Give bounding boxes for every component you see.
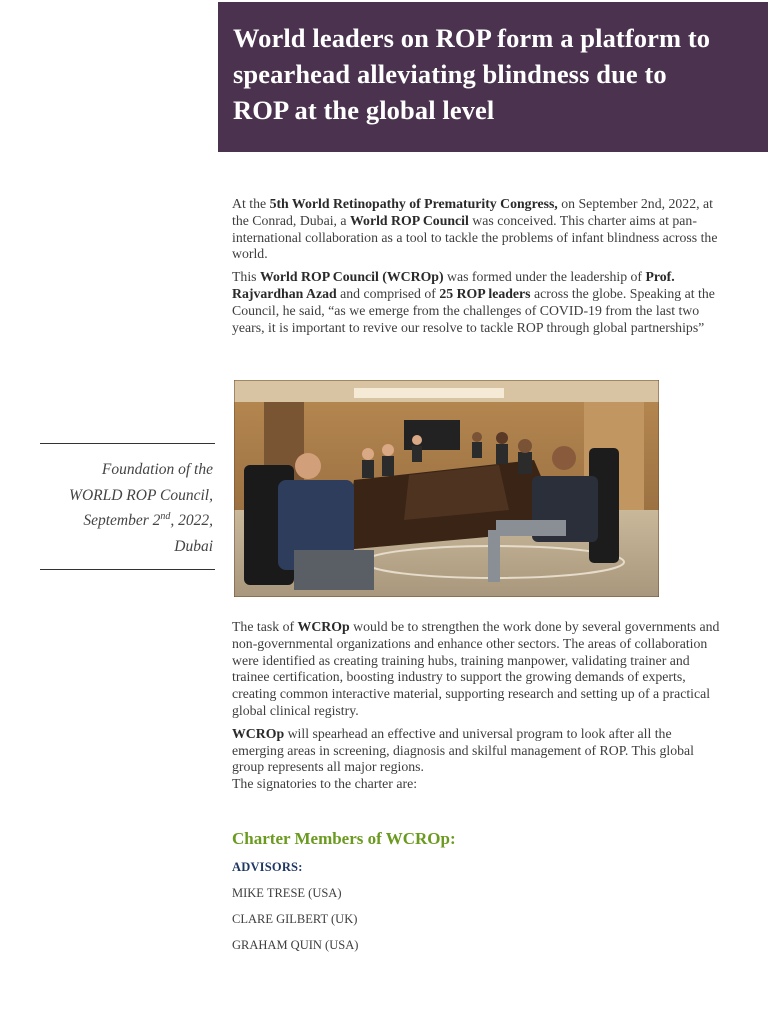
advisor-item: GRAHAM QUIN (USA) [232, 938, 359, 952]
title-banner [218, 2, 768, 152]
title-line-3: ROP at the global level [233, 95, 495, 125]
task-paragraph-2: WCROp will spearhead an effective and universal program to look after all the emerging areas in screening, diagnosis and skilful management of ROP. This global group represents all major regions. [232, 725, 694, 775]
advisor-item: CLARE GILBERT (UK) [232, 912, 358, 926]
task-section [232, 619, 724, 799]
charter-members-heading: Charter Members of WCROp: [232, 829, 456, 848]
intro-section [232, 196, 724, 342]
title-line-1: World leaders on ROP form a platform to [233, 23, 711, 53]
intro-paragraph-1: At the 5th World Retinopathy of Prematurity Congress, on September 2nd, 2022, at the Conrad, Dubai, a World ROP Council was conceived. This charter aims at pan-international collaboration as a tool to tackle the problems of infant blindness across the world. [232, 196, 718, 262]
council-meeting-photo [234, 380, 659, 597]
article-title [233, 20, 756, 128]
advisor-item: MIKE TRESE (USA) [232, 886, 342, 900]
title-line-2: spearhead alleviating blindness due to [233, 59, 667, 89]
photo-caption-sidebar [40, 443, 215, 570]
photo-caption: Foundation of the WORLD ROP Council, September 2nd, 2022, Dubai [69, 461, 213, 555]
signatories-intro: The signatories to the charter are: [232, 776, 418, 792]
intro-paragraph-2: This World ROP Council (WCROp) was formed under the leadership of Prof. Rajvardhan Azad and comprised of 25 ROP leaders across the globe. Speaking at the Council, he said, “as we emerge from the challenges of COVID-19 from the last two years, it is important to revive our resolve to tackle ROP through global partnerships” [232, 269, 715, 335]
task-paragraph-1: The task of WCROp would be to strengthen the work done by several governments and non-governmental organizations and enhance other sectors. The areas of collaboration were identified as creating training hubs, training manpower, validating trainer and trainee certification, boosting industry to support the growing demands of experts, creating common interactive material, supporting research and setting up of a practical global clinical registry. [232, 619, 720, 718]
advisors-label: ADVISORS: [232, 860, 303, 874]
